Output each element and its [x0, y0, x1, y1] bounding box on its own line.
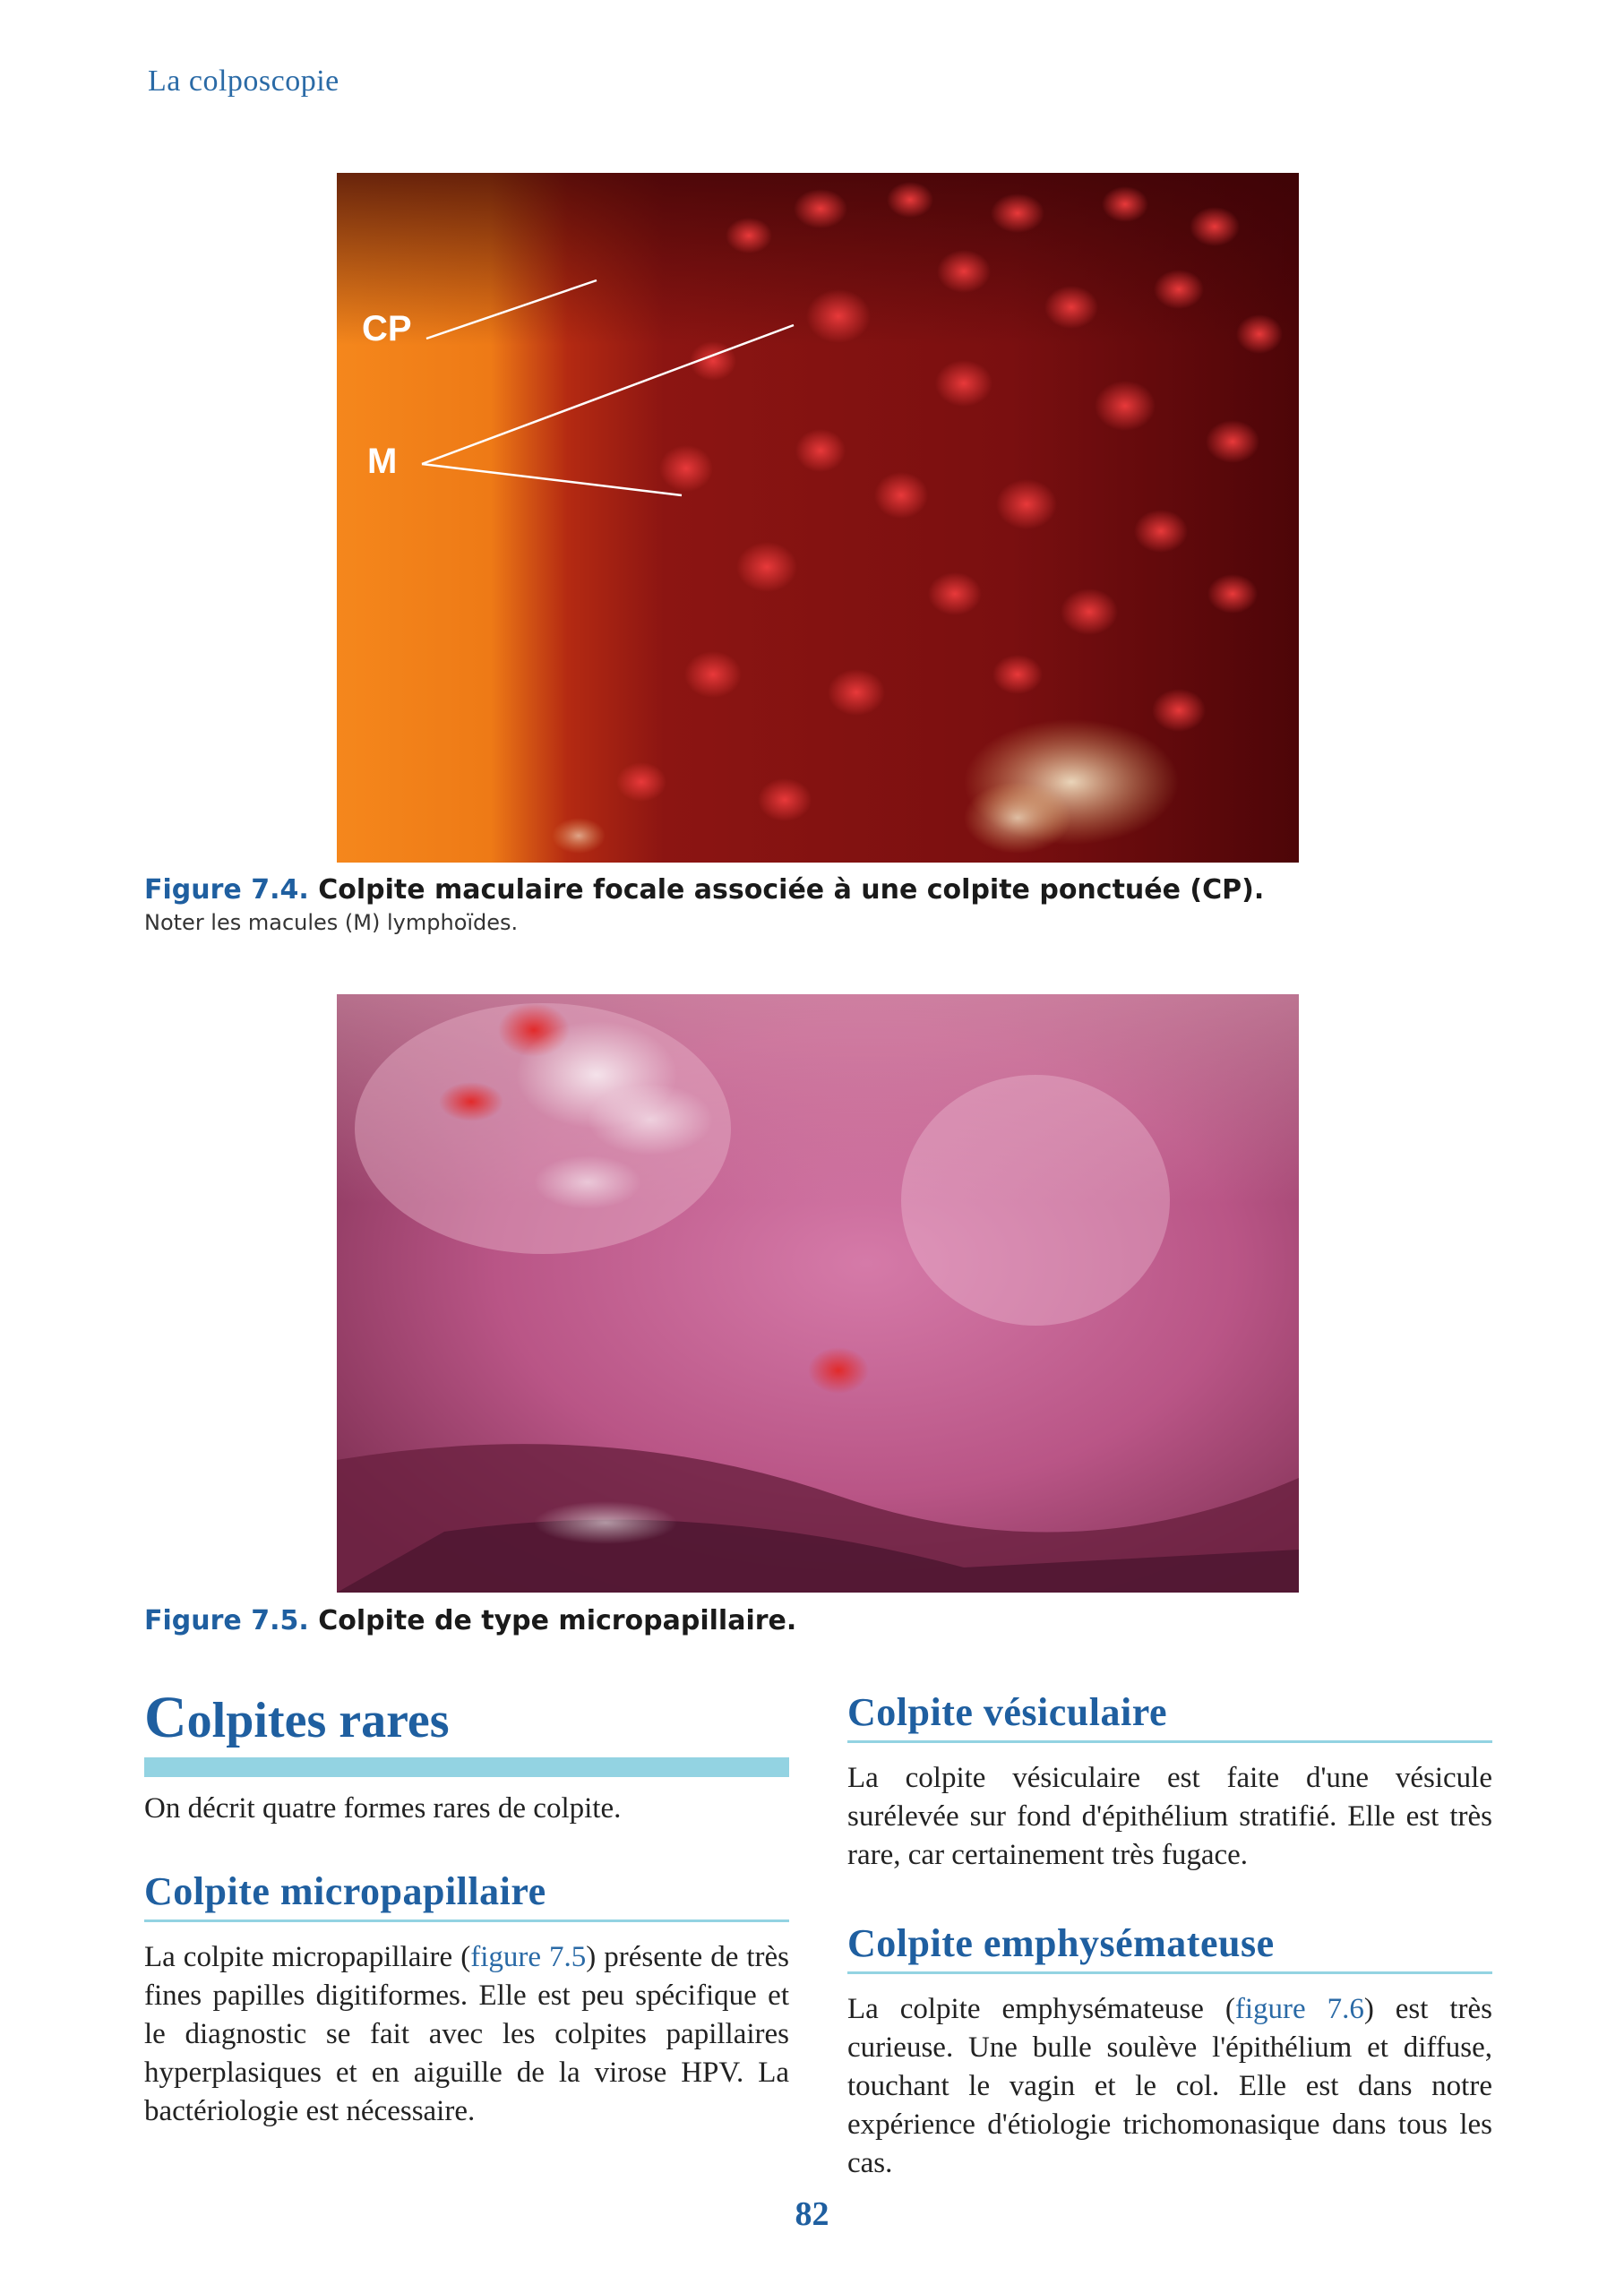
vesiculaire-paragraph: La colpite vésiculaire est faite d'une vésicule surélevée sur fond d'épithélium stratifié. Elle est très rare, car certainement très fugace. [847, 1762, 1492, 1871]
micropapillaire-paragraph [144, 1938, 789, 2131]
figure-7-5-caption [144, 1604, 1309, 1638]
figure-7-4-caption [144, 873, 1309, 938]
section-underline [144, 1757, 789, 1777]
paragraph-text: La colpite micropapillaire ( [144, 1941, 471, 1973]
subsection-underline [847, 1740, 1492, 1743]
figure-7-4-photo [337, 173, 1299, 863]
section-title-initial: C [144, 1685, 187, 1750]
figure-number: Figure 7.4. [144, 874, 309, 906]
label-m: M [367, 442, 398, 481]
figure-7-5-photo [337, 994, 1299, 1593]
emphysemateuse-paragraph [847, 1990, 1492, 2183]
subsection-title-micropapillaire: Colpite micropapillaire [144, 1869, 546, 1913]
page-number: 82 [795, 2195, 829, 2233]
left-column [144, 1685, 790, 2131]
running-head: La colposcopie [148, 64, 339, 98]
figure-link[interactable]: figure 7.5 [470, 1941, 587, 1973]
figure-number: Figure 7.5. [144, 1605, 309, 1636]
figure-link[interactable]: figure 7.6 [1234, 1993, 1364, 2025]
subsection-title-vesiculaire: Colpite vésiculaire [847, 1690, 1167, 1734]
paragraph-text: La colpite emphysémateuse ( [847, 1993, 1235, 2025]
paragraph-text: ) est très curieuse. Une bulle soulève l'épithélium et diffuse, touchant le vagin et le col. Elle est dans notre expérience d'étiologie trichomonasique dans tous les cas. [847, 1993, 1492, 2179]
right-column [847, 1688, 1492, 2183]
subsection-underline [144, 1919, 789, 1922]
subsection-title-emphysemateuse: Colpite emphysémateuse [847, 1921, 1275, 1965]
figure-caption-title: Colpite de type micropapillaire. [318, 1605, 797, 1636]
section-title-rest: olpites rares [186, 1693, 450, 1748]
label-cp: CP [362, 309, 412, 348]
subsection-underline [847, 1971, 1492, 1974]
figure-caption-title: Colpite maculaire focale associée à une colpite ponctuée (CP). [318, 874, 1265, 906]
figure-caption-sub: Noter les macules (M) lymphoïdes. [144, 910, 519, 935]
intro-paragraph: On décrit quatre formes rares de colpite. [144, 1792, 622, 1825]
section-title-colpites-rares [144, 1685, 789, 1750]
paragraph-text: ) présente de très fines papilles digitiformes. Elle est peu spécifique et le diagnostic se fait avec les colpites papillaires hyperplasiques et en aiguille de la virose HPV. La bactériologie est nécessaire. [144, 1941, 790, 2127]
